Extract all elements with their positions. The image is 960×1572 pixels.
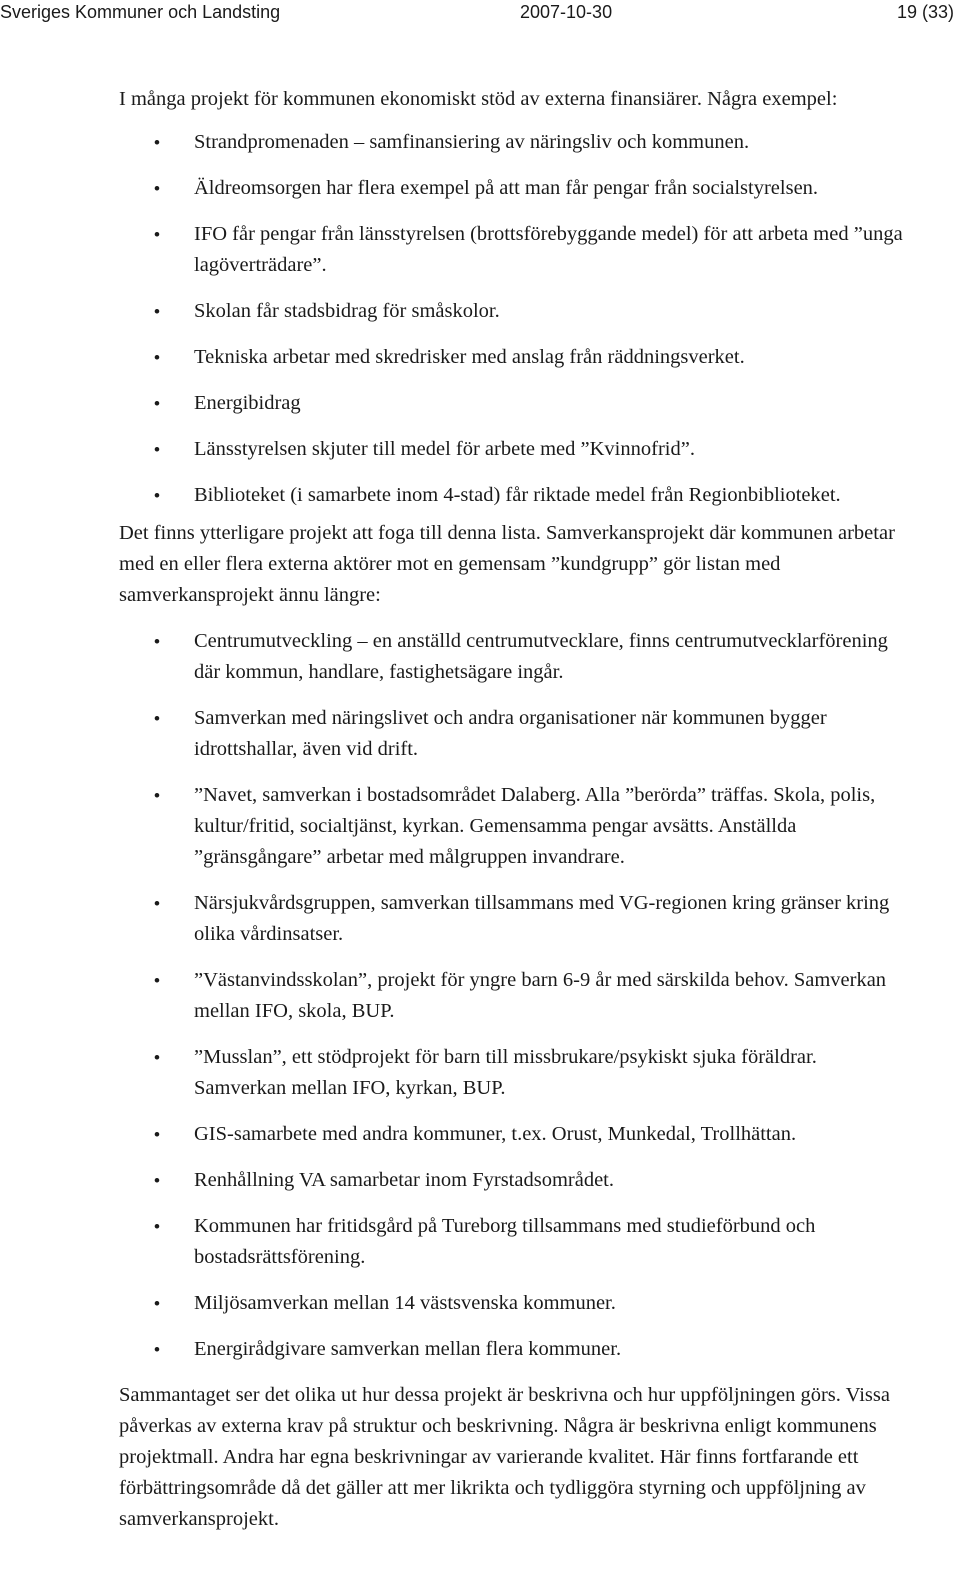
header-organization: Sveriges Kommuner och Landsting	[0, 2, 281, 22]
list-item: • Strandpromenaden – samfinansiering av näringsliv och kommunen.	[119, 127, 909, 158]
header-date: 2007-10-30	[520, 2, 613, 22]
cooperation-paragraph: Det finns ytterligare projekt att foga till denna lista. Samverkansprojekt där kommunen arbetar med en eller flera externa aktörer mot en gemensam ”kundgrupp” gör listan med samverkansprojekt ännu längre:	[119, 522, 895, 606]
list-item: • Närsjukvårdsgruppen, samverkan tillsammans med VG-regionen kring gränser kring olika vårdinsatser.	[119, 888, 909, 950]
header-page-number: 19 (33)	[896, 2, 954, 22]
list-item: • Miljösamverkan mellan 14 västsvenska kommuner.	[119, 1288, 909, 1319]
list-item: • Tekniska arbetar med skredrisker med anslag från räddningsverket.	[119, 342, 909, 373]
cooperation-projects-list	[119, 626, 909, 1365]
funding-examples-list	[119, 127, 909, 511]
list-item: • Samverkan med näringslivet och andra organisationer när kommunen bygger idrottshallar, även vid drift.	[119, 703, 909, 765]
page-header	[0, 0, 960, 30]
summary-paragraph: Sammantaget ser det olika ut hur dessa projekt är beskrivna och hur uppföljningen görs. Vissa påverkas av externa krav på struktur och beskrivning. Några är beskrivna enligt kommunens projektmall. Andra har egna beskrivningar av varierande kvalitet. Här finns fortfarande ett förbättringsområde då det gäller att mer likrikta och tydliggöra styrning och uppföljning av samverkansprojekt.	[119, 1384, 890, 1530]
intro-paragraph: I många projekt för kommunen ekonomiskt stöd av externa finansiärer. Några exempel:	[119, 88, 838, 110]
list-item: • ”Västanvindsskolan”, projekt för yngre barn 6-9 år med särskilda behov. Samverkan mellan IFO, skola, BUP.	[119, 965, 909, 1027]
list-item: • Länsstyrelsen skjuter till medel för arbete med ”Kvinnofrid”.	[119, 434, 909, 465]
list-item: • Energirådgivare samverkan mellan flera kommuner.	[119, 1334, 909, 1365]
list-item: • Äldreomsorgen har flera exempel på att man får pengar från socialstyrelsen.	[119, 173, 909, 204]
list-item: • Renhållning VA samarbetar inom Fyrstadsområdet.	[119, 1165, 909, 1196]
list-item: • GIS-samarbete med andra kommuner, t.ex. Orust, Munkedal, Trollhättan.	[119, 1119, 909, 1150]
list-item: • ”Navet, samverkan i bostadsområdet Dalaberg. Alla ”berörda” träffas. Skola, polis, kultur/fritid, socialtjänst, kyrkan. Gemensamma pengar avsätts. Anställda ”gränsgångare” arbetar med målgruppen invandrare.	[119, 780, 909, 873]
list-item: • IFO får pengar från länsstyrelsen (brottsförebyggande medel) för att arbeta med ”unga lagöverträdare”.	[119, 219, 909, 281]
list-item: • ”Musslan”, ett stödprojekt för barn till missbrukare/psykiskt sjuka föräldrar. Samverkan mellan IFO, kyrkan, BUP.	[119, 1042, 909, 1104]
list-item: • Biblioteket (i samarbete inom 4-stad) får riktade medel från Regionbiblioteket.	[119, 480, 909, 511]
list-item: • Kommunen har fritidsgård på Tureborg tillsammans med studieförbund och bostadsrättsförening.	[119, 1211, 909, 1273]
list-item: • Centrumutveckling – en anställd centrumutvecklare, finns centrumutvecklarförening där kommun, handlare, fastighetsägare ingår.	[119, 626, 909, 688]
list-item: • Skolan får stadsbidrag för småskolor.	[119, 296, 909, 327]
document-body	[119, 84, 909, 1535]
list-item: • Energibidrag	[119, 388, 909, 419]
